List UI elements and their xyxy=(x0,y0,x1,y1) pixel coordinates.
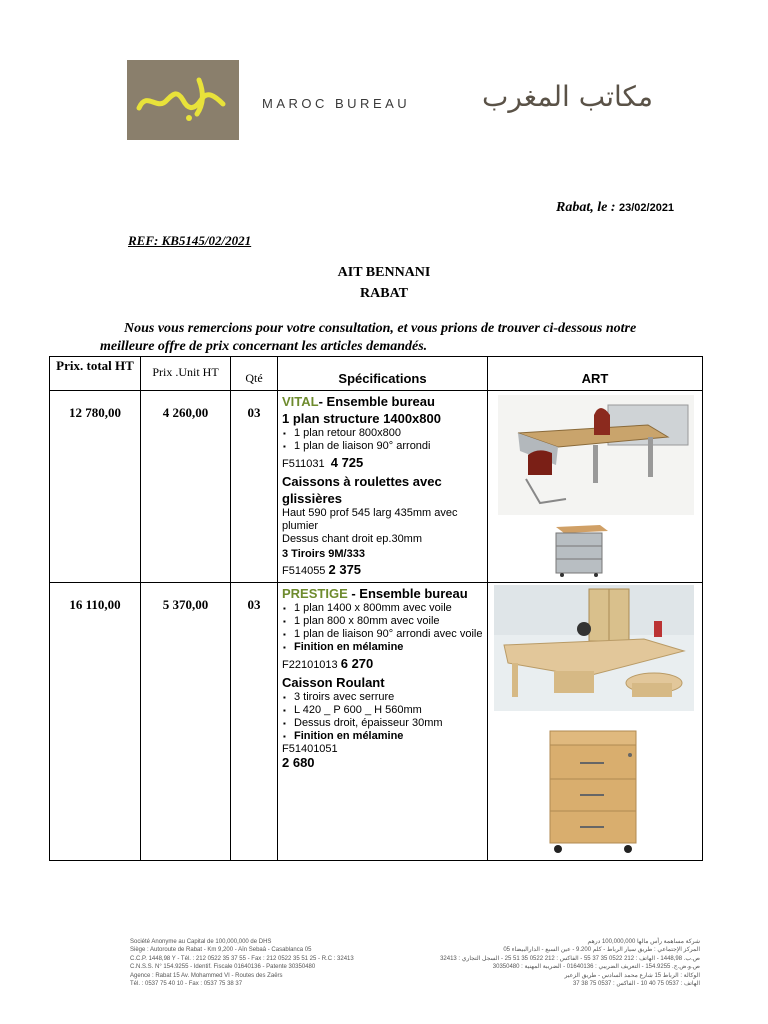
client-city: RABAT xyxy=(360,286,408,301)
row-specifications xyxy=(278,583,488,861)
row-quantity: 03 xyxy=(231,391,278,583)
footer-line: الهاتف : 0537 75 40 10 - الفاكس : 0537 75 38 37 xyxy=(572,981,700,988)
price-line xyxy=(282,563,483,578)
bullet-item: ▪ 1 plan 800 x 80mm avec voile xyxy=(292,615,483,628)
row-art xyxy=(488,583,703,861)
brand-name-fr: MAROC BUREAU xyxy=(262,96,411,111)
product-price: 6 270 xyxy=(340,656,374,671)
letter-date xyxy=(556,200,674,216)
bullet-item: ▪ Finition en mélamine xyxy=(292,730,483,743)
product-title-text: - Ensemble bureau xyxy=(318,394,435,409)
drawer-unit-photo xyxy=(550,521,614,579)
price-line xyxy=(282,456,483,471)
table-header-row xyxy=(50,357,703,391)
bullet-item: ▪ 1 plan de liaison 90° arrondi xyxy=(292,440,483,453)
product-brand: VITAL xyxy=(282,394,319,409)
bullet-item: ▪ 1 plan retour 800x800 xyxy=(292,427,483,440)
desk-photo-prestige xyxy=(494,585,694,711)
bullet-item: ▪ 1 plan 1400 x 800mm avec voile xyxy=(292,602,483,615)
intro-paragraph: Nous vous remercions pour votre consultation, et vous prions de trouver ci-dessous notre meilleure offre de prix concernant les articles demandés. xyxy=(100,321,637,354)
rolling-drawer-photo xyxy=(544,725,642,855)
bullet-list xyxy=(282,427,483,453)
table-row xyxy=(50,583,703,861)
footer-line: ص.و.ض.ج. 154.9255 - التعريف الضريبي : 01640136 - الضريبة المهنية : 30350480 xyxy=(492,964,700,971)
footer xyxy=(130,938,700,998)
quote-table xyxy=(49,356,703,861)
footer-line: Société Anonyme au Capital de 100,000,000 de DHS xyxy=(130,939,272,945)
header-unit-price: Prix .Unit HT xyxy=(141,357,231,391)
product-subtitle-2: Caissons à roulettes avec glissières xyxy=(282,474,442,506)
product-desc: Dessus chant droit ep.30mm xyxy=(282,533,423,545)
footer-line: الوكالة : الرباط 15 شارع محمد السادس - طريق الزعير xyxy=(564,972,700,979)
price-line xyxy=(282,657,483,672)
row-specifications xyxy=(278,391,488,583)
product-price: 4 725 xyxy=(330,455,364,470)
footer-line: Agence : Rabat 15 Av. Mohammed VI - Routes des Zaërs xyxy=(130,972,283,979)
row-total: 12 780,00 xyxy=(50,391,141,583)
product-title-text: - Ensemble bureau xyxy=(347,586,468,601)
product-subtitle: 1 plan structure 1400x800 xyxy=(282,411,441,426)
row-quantity: 03 xyxy=(231,583,278,861)
bullet-item: ▪ 3 tiroirs avec serrure xyxy=(292,691,483,704)
bullet-item: ▪ Finition en mélamine xyxy=(292,641,483,654)
row-art xyxy=(488,391,703,583)
product-title xyxy=(282,393,483,410)
table-row xyxy=(50,391,703,583)
footer-line: شركة مساهمة رأس مالها 100,000,000 درهم xyxy=(587,939,700,945)
product-subtitle-2: Caisson Roulant xyxy=(282,675,385,690)
row-unit-price: 5 370,00 xyxy=(141,583,231,861)
footer-line: Siège : Autoroute de Rabat - Km 9,200 - Aïn Sebaâ - Casablanca 05 xyxy=(130,947,312,954)
footer-line: Tél. : 0537 75 40 10 - Fax : 0537 75 38 37 xyxy=(130,981,243,988)
bullet-item: ▪ Dessus droit, épaisseur 30mm xyxy=(292,717,483,730)
bullet-item: ▪ L 420 _ P 600 _ H 560mm xyxy=(292,704,483,717)
product-code: F22101013 xyxy=(282,659,338,671)
header-total: Prix. total HT xyxy=(50,357,141,391)
product-brand: PRESTIGE xyxy=(282,586,348,601)
row-unit-price: 4 260,00 xyxy=(141,391,231,583)
header-art: ART xyxy=(488,357,703,391)
product-code: F511031 xyxy=(282,458,325,470)
reference-number: REF: KB5145/02/2021 xyxy=(128,233,252,248)
product-code: F514055 xyxy=(282,565,326,577)
company-logo xyxy=(127,60,239,140)
product-price: 2 375 xyxy=(328,562,362,577)
bullet-list xyxy=(282,602,483,654)
product-title xyxy=(282,585,483,602)
product-desc: Haut 590 prof 545 larg 435mm avec plumier xyxy=(282,507,458,532)
row-total: 16 110,00 xyxy=(50,583,141,861)
product-price: 2 680 xyxy=(282,755,315,770)
header-quantity: Qté xyxy=(231,357,278,391)
date-value: 23/02/2021 xyxy=(619,202,675,214)
footer-line: ص.ب. 1448,98 - الهاتف : 212 0522 35 37 55 - الفاكس : 212 0522 35 51 25 - السجل التجاري : 32413 xyxy=(440,955,700,962)
footer-line: C.N.S.S. N° 154.9255 - Identif. Fiscale 01640136 - Patente 30350480 xyxy=(130,964,316,971)
product-code: F51401051 xyxy=(282,743,338,755)
desk-photo-vital xyxy=(498,395,694,515)
brand-name-ar: مكاتب المغرب xyxy=(482,80,653,113)
header-specifications: Spécifications xyxy=(278,357,488,391)
bullet-list xyxy=(282,691,483,743)
footer-line: C.C.P. 1448,98 Y - Tél. : 212 0522 35 37 55 - Fax : 212 0522 35 51 25 - R.C : 32413 xyxy=(130,955,354,962)
client-name: AIT BENNANI xyxy=(337,265,431,280)
footer-ar xyxy=(420,938,700,988)
footer-line: المركز الإجتماعي : طريق سيار الرباط - كلم 9.200 - عين السبع - الدارالبيضاء 05 xyxy=(503,947,700,954)
product-drawers: 3 Tiroirs 9M/333 xyxy=(282,548,365,560)
bullet-item: ▪ 1 plan de liaison 90° arrondi avec voile xyxy=(292,628,483,641)
footer-fr xyxy=(130,938,400,988)
date-label: Rabat, le : xyxy=(556,200,616,215)
